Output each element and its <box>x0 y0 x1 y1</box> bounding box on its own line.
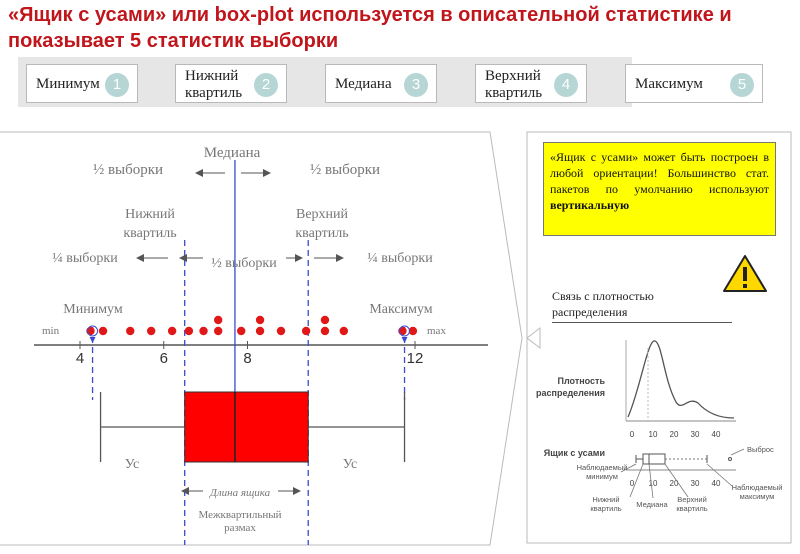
max-pointer <box>402 337 408 343</box>
data-point <box>214 316 222 324</box>
data-point <box>168 327 176 335</box>
density-tick: 0 <box>629 430 635 439</box>
box-length-label: Длина ящика <box>209 487 271 499</box>
iqr-label-line1: Межквартильный <box>198 509 282 521</box>
density-tick: 40 <box>711 430 721 439</box>
minimum-label: Минимум <box>63 302 123 317</box>
obs-min-label-line2: минимум <box>586 472 618 481</box>
data-point <box>199 327 207 335</box>
lower-q-label-line1: Нижний <box>592 495 620 504</box>
density-section-title: Связь с плотностью распределения <box>552 288 732 323</box>
upper-q-label-line2: квартиль <box>676 504 708 513</box>
density-tick: 30 <box>690 430 700 439</box>
callout-text: «Ящик с усами» может быть построен в любой ориентации! Большинство стат. пакетов по умолчанию используют <box>550 150 769 196</box>
min-pointer <box>90 337 96 343</box>
data-point <box>99 327 107 335</box>
data-point <box>214 327 222 335</box>
quarter-left-label: ¼ выборки <box>52 251 118 266</box>
data-point <box>256 316 264 324</box>
lower-q-label-line2: квартиль <box>590 504 622 513</box>
stat-number: 4 <box>554 73 578 97</box>
maximum-label: Максимум <box>369 302 433 317</box>
density-label-line2: распределения <box>536 388 605 398</box>
half-left-label: ½ выборки <box>92 162 164 178</box>
density-label-line1: Плотность <box>557 376 605 386</box>
data-point <box>321 327 329 335</box>
data-point <box>237 327 245 335</box>
upper-quartile-label-line2: квартиль <box>295 226 349 241</box>
callout-emphasis: вертикальную <box>550 198 630 212</box>
median-mini-label: Медиана <box>636 500 668 509</box>
density-tick: 20 <box>669 430 679 439</box>
stat-label: Нижний квартиль <box>185 67 243 101</box>
mini-tick: 40 <box>711 479 721 488</box>
data-point <box>302 327 310 335</box>
whisker-right-label: Ус <box>342 457 358 472</box>
data-point <box>147 327 155 335</box>
iqr-label-line2: размах <box>224 522 256 534</box>
mini-tick: 30 <box>690 479 700 488</box>
data-point <box>185 327 193 335</box>
obs-min-label-line1: Наблюдаемый <box>576 463 628 472</box>
data-point <box>277 327 285 335</box>
obs-max-label-line2: максимум <box>739 492 775 501</box>
stat-label: Медиана <box>335 76 392 92</box>
data-point <box>340 327 348 335</box>
data-point <box>321 316 329 324</box>
obs-max-label-line1: Наблюдаемый <box>731 483 783 492</box>
orientation-callout <box>543 142 776 236</box>
stat-label: Минимум <box>36 76 100 92</box>
axis-tick-label: 6 <box>159 350 168 367</box>
stat-number: 5 <box>730 73 754 97</box>
page-title: «Ящик с усами» или box-plot используется в описательной статистике и показывает 5 статистик выборки <box>8 4 732 52</box>
lower-quartile-label-line2: квартиль <box>123 226 177 241</box>
upper-q-label-line1: Верхний <box>677 495 707 504</box>
axis-tick-label: 12 <box>406 350 424 367</box>
stat-number: 1 <box>105 73 129 97</box>
min-tag: min <box>42 325 60 337</box>
mini-tick: 0 <box>629 479 635 488</box>
upper-quartile-label-line1: Верхний <box>295 207 349 222</box>
stat-number: 3 <box>404 73 428 97</box>
axis-tick-label: 4 <box>75 350 85 367</box>
stat-number: 2 <box>254 73 278 97</box>
box-label: Ящик с усами <box>543 448 605 458</box>
median-label: Медиана <box>203 145 261 161</box>
half-right-label: ½ выборки <box>309 162 381 178</box>
data-point <box>256 327 264 335</box>
quarter-right-label: ¼ выборки <box>367 251 433 266</box>
left-panel-outline <box>0 132 522 545</box>
density-tick: 10 <box>648 430 658 439</box>
lower-quartile-label-line1: Нижний <box>125 207 175 222</box>
outlier-label: Выброс <box>747 445 774 454</box>
stat-label: Максимум <box>635 76 703 92</box>
half-middle-label: ½ выборки <box>211 256 277 271</box>
data-point <box>126 327 134 335</box>
box <box>185 392 309 462</box>
max-tag: max <box>427 325 446 337</box>
whisker-left-label: Ус <box>124 457 140 472</box>
mini-tick: 20 <box>669 479 679 488</box>
mini-tick: 10 <box>648 479 658 488</box>
axis-tick-label: 8 <box>243 350 252 367</box>
stat-label: Верхний квартиль <box>485 67 543 101</box>
